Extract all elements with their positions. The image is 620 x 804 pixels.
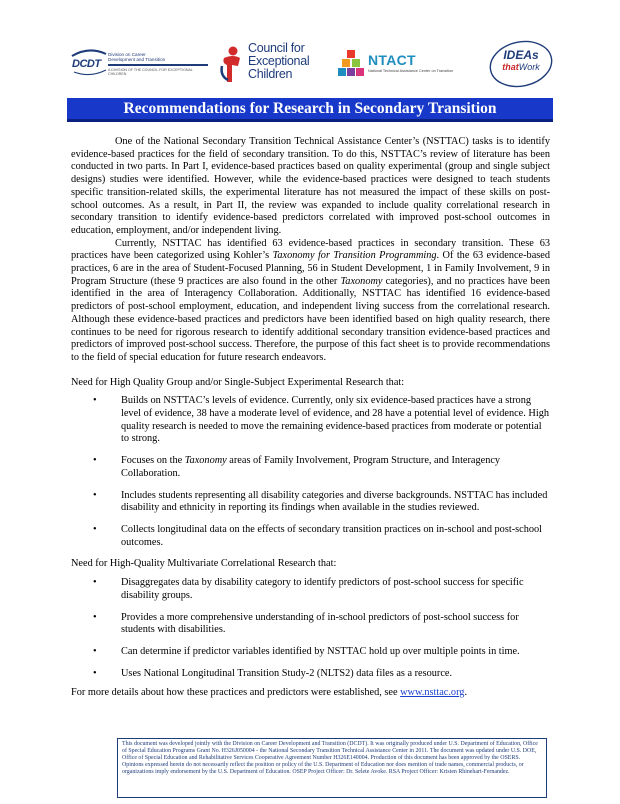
- experimental-bullets: [71, 395, 550, 549]
- bullet-item: [93, 523, 550, 549]
- italic-term: Taxonomy: [184, 455, 227, 467]
- text-segment: . Of the 63 evidence-based practices, 6 are in the area of Student-Focused Planning, 56 in Student Development, 1 in Family Involvement, 9 in Program Structure (these 9 practices are also found in the other: [71, 250, 550, 287]
- intro-paragraph: [71, 136, 550, 238]
- ideas-that-work-logo: [488, 38, 554, 92]
- bullet-glyph: •: [93, 611, 97, 623]
- text-segment: Includes students representing all disability categories and diverse backgrounds. NSTTAC has included disability and ethnicity in reporting its findings when available in the studies reviewed.: [121, 489, 548, 514]
- bullet-glyph: •: [93, 523, 97, 535]
- ntact-wordmark: NTACT: [368, 52, 416, 68]
- bullet-item: [93, 667, 550, 681]
- dcdt-logo: [70, 46, 210, 82]
- cec-figure-icon: [218, 46, 244, 84]
- cec-wordmark: [248, 42, 309, 81]
- intro-paragraph: [71, 238, 550, 365]
- bullet-item: [93, 455, 550, 480]
- ntact-blocks-icon: [338, 50, 364, 78]
- italic-term: Taxonomy: [340, 275, 383, 287]
- text-segment: Builds on NSTTAC’s levels of evidence. Currently, only six evidence-based practices have a strong level of evidence, 38 have a moderate level of evidence, and 28 have a potential level of evidence. High quality research is needed to move the remaining evidence-based practices from moderate or potential to strong.: [121, 395, 549, 445]
- text-segment: Provides a more comprehensive understanding of in-school predictors of post-school success for students with disabilities.: [121, 611, 519, 636]
- closing-line: [71, 687, 550, 700]
- ntact-logo: [338, 48, 463, 82]
- ideas-work: Work: [518, 62, 540, 72]
- bullet-glyph: •: [93, 489, 97, 501]
- text-segment: One of the National Secondary Transition Technical Assistance Center’s (NSTTAC) tasks is to identify evidence-based practices for the field of secondary transition. To do this, NSTTAC’s review of literature has been conducted in two parts. In Part I, evidence-based practices based on quality experimental (group and single subject designs) studies were identified. However, while the evidence-based practices were designed to teach students specific transition-related skills, the experimental literature has not measured the impact of these skills on post-school outcomes. As a result, in Part II, the review was expanded to include quality correlational research in secondary transition to identify evidence-based predictors correlated with improved post-school outcomes in education, employment, and/or independent living.: [71, 136, 550, 236]
- nsttac-link[interactable]: www.nsttac.org: [400, 687, 465, 699]
- text-segment: areas of Family Involvement, Program Structure, and Interagency Collaboration.: [121, 455, 501, 479]
- cec-logo: [218, 40, 338, 90]
- dcdt-tagline: A DIVISION OF THE COUNCIL FOR EXCEPTIONAL CHILDREN: [108, 68, 193, 76]
- closing-end: .: [464, 687, 468, 699]
- text-segment: Focuses on the: [121, 455, 185, 467]
- logo-strip: [0, 38, 620, 94]
- closing-text: For more details about how these practices and predictors were established, see: [71, 687, 401, 699]
- bullet-glyph: •: [93, 645, 97, 657]
- section-heading-experimental: Need for High Quality Group and/or Single-Subject Experimental Research that:: [71, 376, 405, 388]
- text-segment: Collects longitudinal data on the effects of secondary transition practices on in-school and post-school outcomes.: [121, 523, 543, 548]
- dcdt-name-line: Development and Transition: [108, 57, 166, 62]
- bullet-glyph: •: [93, 395, 97, 407]
- bullet-item: [93, 395, 550, 446]
- bullet-glyph: •: [93, 577, 97, 589]
- bullet-item: [93, 611, 550, 637]
- main-content: [71, 136, 550, 700]
- cec-line: Children: [248, 67, 293, 81]
- dcdt-name-line: Division on Career: [108, 52, 146, 57]
- page-title: Recommendations for Research in Secondary Transition: [123, 100, 497, 117]
- footer-disclaimer: This document was developed jointly with the Division on Career Development and Transition (DCDT). It was originally produced under U.S. Department of Education, Office of Special Education Programs Grant No. H326J050004 - the National Secondary Transition Technical Assistance Center in 2011. The document was updated under U.S. DOE, Office of Special Education and Rehabilitative Services Cooperative Agreement Number H326E140004. Production of this document has been approved by the OSERS. Opinions expressed herein do not necessarily reflect the position or policy of the U.S. Department of Education nor does mention of trade names, commercial products, or organizations imply endorsement by the U.S. Department of Education. OSEP Project Officer: Dr. Selete Avoke. RSA Project Officer: Kristen Rhinehart-Fernandez.: [117, 738, 547, 798]
- text-segment: categories), and no practices have been identified in the area of Interagency Collaboration. Additionally, NSTTAC has identified 16 evidence-based predictors of post-school employment, education, and independent living success from the correlational research. Although these evidence-based practices and predictors have been identified based on high quality research, there continues to be need for rigorous research to identify additional secondary transition evidence-based practices and predictors of improved post-school success. Therefore, the purpose of this fact sheet is to provide recommendations to the field of special education for future research endeavors.: [71, 275, 550, 363]
- section-heading-correlational: Need for High-Quality Multivariate Correlational Research that:: [71, 558, 337, 570]
- ntact-subtitle: National Technical Assistance Center on Transition: [368, 69, 454, 73]
- correlational-bullets: [71, 577, 550, 680]
- ideas-line2: [488, 62, 554, 72]
- bullet-item: [93, 489, 550, 515]
- dcdt-mark-text: DCDT: [72, 58, 101, 70]
- text-segment: Currently, NSTTAC has identified 63 evidence-based practices in secondary transition. These 63 practices have been categorized using Kohler’s: [71, 237, 550, 262]
- text-segment: Disaggregates data by disability category to identify predictors of post-school success for specific disability groups.: [121, 577, 524, 601]
- ideas-that: that: [502, 62, 519, 72]
- dcdt-name: [108, 52, 208, 62]
- bullet-glyph: •: [93, 667, 97, 679]
- text-segment: Can determine if predictor variables identified by NSTTAC hold up over multiple points in time.: [121, 645, 520, 657]
- cec-line: Exceptional: [248, 54, 310, 68]
- bullet-item: [93, 577, 550, 602]
- dcdt-divider: [108, 64, 208, 66]
- bullet-glyph: •: [93, 455, 97, 467]
- title-banner: [67, 98, 553, 122]
- italic-term: Taxonomy for Transition Programming: [272, 250, 437, 262]
- cec-line: Council for: [248, 41, 305, 55]
- text-segment: Uses National Longitudinal Transition Study-2 (NLTS2) data files as a resource.: [121, 667, 453, 679]
- bullet-item: [93, 645, 550, 659]
- ideas-line1: IDEAs: [503, 48, 539, 62]
